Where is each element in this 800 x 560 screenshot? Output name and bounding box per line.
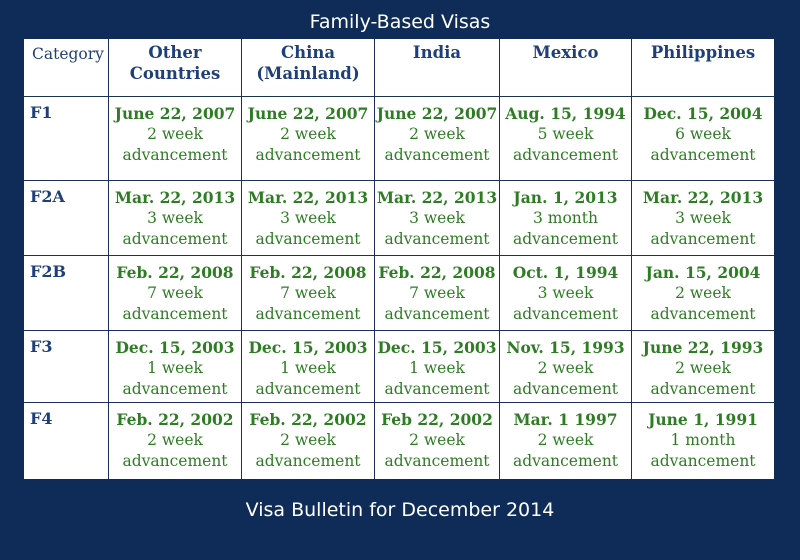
table-cell [500, 181, 632, 256]
advancement-amount: 1 week [409, 359, 465, 377]
page-title: Family-Based Visas [309, 11, 491, 33]
table-cell [375, 97, 500, 181]
table-cell [375, 181, 500, 256]
cutoff-date: Dec. 15, 2003 [115, 338, 235, 357]
advancement-amount: 1 week [280, 359, 336, 377]
table-cell [500, 97, 632, 181]
advancement-label: advancement [384, 452, 490, 470]
cutoff-date: Feb. 22, 2008 [116, 263, 234, 282]
cutoff-date: June 1, 1991 [648, 410, 758, 429]
table-cell [500, 256, 632, 331]
cutoff-date: June 22, 2007 [114, 104, 236, 123]
cutoff-date: Feb. 22, 2008 [378, 263, 496, 282]
advancement-amount: 2 week [537, 359, 594, 377]
cutoff-date: Feb 22, 2002 [381, 410, 493, 429]
table-cell [242, 331, 375, 403]
table-cell [632, 331, 774, 403]
advancement-amount: 3 month [532, 209, 598, 227]
row-label-f4: F4 [24, 403, 109, 479]
cutoff-date: Jan. 15, 2004 [645, 263, 761, 282]
advancement-amount: 2 week [537, 431, 594, 449]
advancement-label: advancement [122, 230, 228, 248]
cutoff-date: Mar. 1 1997 [513, 410, 618, 429]
advancement-amount: 5 week [537, 125, 594, 143]
advancement-label: advancement [122, 146, 228, 164]
table-cell [375, 403, 500, 479]
advancement-label: advancement [512, 230, 619, 248]
advancement-label: advancement [650, 452, 756, 470]
advancement-amount: 2 week [280, 431, 336, 449]
advancement-amount: 3 week [409, 209, 465, 227]
advancement-label: advancement [384, 305, 490, 323]
table-cell [109, 181, 242, 256]
advancement-amount: 7 week [280, 284, 336, 302]
advancement-amount: 3 week [147, 209, 203, 227]
advancement-amount: 3 week [675, 209, 731, 227]
row-label-f2a: F2A [24, 181, 109, 256]
advancement-label: advancement [255, 380, 361, 398]
column-header-line: Other [148, 43, 202, 62]
table-cell [500, 331, 632, 403]
cutoff-date: Feb. 22, 2002 [116, 410, 234, 429]
advancement-label: advancement [255, 452, 361, 470]
advancement-amount: 2 week [147, 125, 203, 143]
column-header-line: Countries [129, 64, 221, 83]
column-header-line: India [412, 43, 462, 62]
table-cell [632, 403, 774, 479]
advancement-label: advancement [650, 146, 756, 164]
column-header-line: Mexico [532, 43, 599, 62]
cutoff-date: Dec. 15, 2003 [248, 338, 368, 357]
advancement-amount: 2 week [409, 125, 465, 143]
table-cell [242, 181, 375, 256]
column-header-other-countries [109, 39, 242, 97]
advancement-amount: 1 week [147, 359, 203, 377]
advancement-amount: 6 week [675, 125, 731, 143]
table-cell [242, 403, 375, 479]
row-label-f1: F1 [24, 97, 109, 181]
advancement-amount: 2 week [675, 359, 731, 377]
column-header-line: China [280, 43, 336, 62]
advancement-amount: 2 week [675, 284, 731, 302]
advancement-amount: 3 week [280, 209, 336, 227]
advancement-amount: 2 week [280, 125, 336, 143]
advancement-amount: 1 month [670, 431, 736, 449]
table-cell [109, 403, 242, 479]
advancement-label: advancement [384, 146, 490, 164]
category-header: Category [24, 39, 109, 97]
column-header-philippines [632, 39, 774, 97]
advancement-amount: 7 week [147, 284, 203, 302]
table-cell [632, 97, 774, 181]
cutoff-date: Mar. 22, 2013 [114, 188, 236, 207]
cutoff-date: Jan. 1, 2013 [513, 188, 618, 207]
cutoff-date: Mar. 22, 2013 [376, 188, 498, 207]
table-cell [375, 256, 500, 331]
advancement-label: advancement [650, 380, 756, 398]
row-label-f3: F3 [24, 331, 109, 403]
advancement-label: advancement [384, 380, 490, 398]
cutoff-date: June 22, 2007 [247, 104, 369, 123]
advancement-label: advancement [255, 305, 361, 323]
table-cell [632, 181, 774, 256]
advancement-amount: 2 week [409, 431, 465, 449]
cutoff-date: Dec. 15, 2004 [643, 104, 763, 123]
advancement-amount: 2 week [147, 431, 203, 449]
table-cell [109, 331, 242, 403]
advancement-label: advancement [122, 380, 228, 398]
advancement-label: advancement [650, 230, 756, 248]
column-header-india [375, 39, 500, 97]
table-cell [242, 97, 375, 181]
table-cell [109, 97, 242, 181]
advancement-label: advancement [122, 305, 228, 323]
column-header-line: Philippines [650, 43, 756, 62]
advancement-label: advancement [384, 230, 490, 248]
cutoff-date: June 22, 2007 [376, 104, 498, 123]
table-cell [375, 331, 500, 403]
advancement-label: advancement [512, 146, 619, 164]
advancement-amount: 3 week [537, 284, 594, 302]
advancement-label: advancement [512, 305, 619, 323]
cutoff-date: Oct. 1, 1994 [512, 263, 619, 282]
column-header-china [242, 39, 375, 97]
advancement-label: advancement [512, 452, 619, 470]
advancement-label: advancement [122, 452, 228, 470]
column-header-mexico [500, 39, 632, 97]
table-cell [109, 256, 242, 331]
advancement-label: advancement [650, 305, 756, 323]
advancement-label: advancement [512, 380, 619, 398]
table-cell [242, 256, 375, 331]
cutoff-date: June 22, 1993 [642, 338, 764, 357]
advancement-label: advancement [255, 146, 361, 164]
column-header-line: (Mainland) [256, 64, 360, 83]
cutoff-date: Nov. 15, 1993 [506, 338, 625, 357]
advancement-label: advancement [255, 230, 361, 248]
row-label-f2b: F2B [24, 256, 109, 331]
cutoff-date: Dec. 15, 2003 [377, 338, 497, 357]
cutoff-date: Mar. 22, 2013 [247, 188, 369, 207]
table-cell [500, 403, 632, 479]
cutoff-date: Feb. 22, 2002 [249, 410, 367, 429]
cutoff-date: Feb. 22, 2008 [249, 263, 367, 282]
visa-bulletin-table [24, 39, 774, 479]
advancement-amount: 7 week [409, 284, 465, 302]
table-cell [632, 256, 774, 331]
cutoff-date: Aug. 15, 1994 [505, 104, 626, 123]
cutoff-date: Mar. 22, 2013 [642, 188, 764, 207]
bulletin-caption: Visa Bulletin for December 2014 [245, 499, 555, 521]
